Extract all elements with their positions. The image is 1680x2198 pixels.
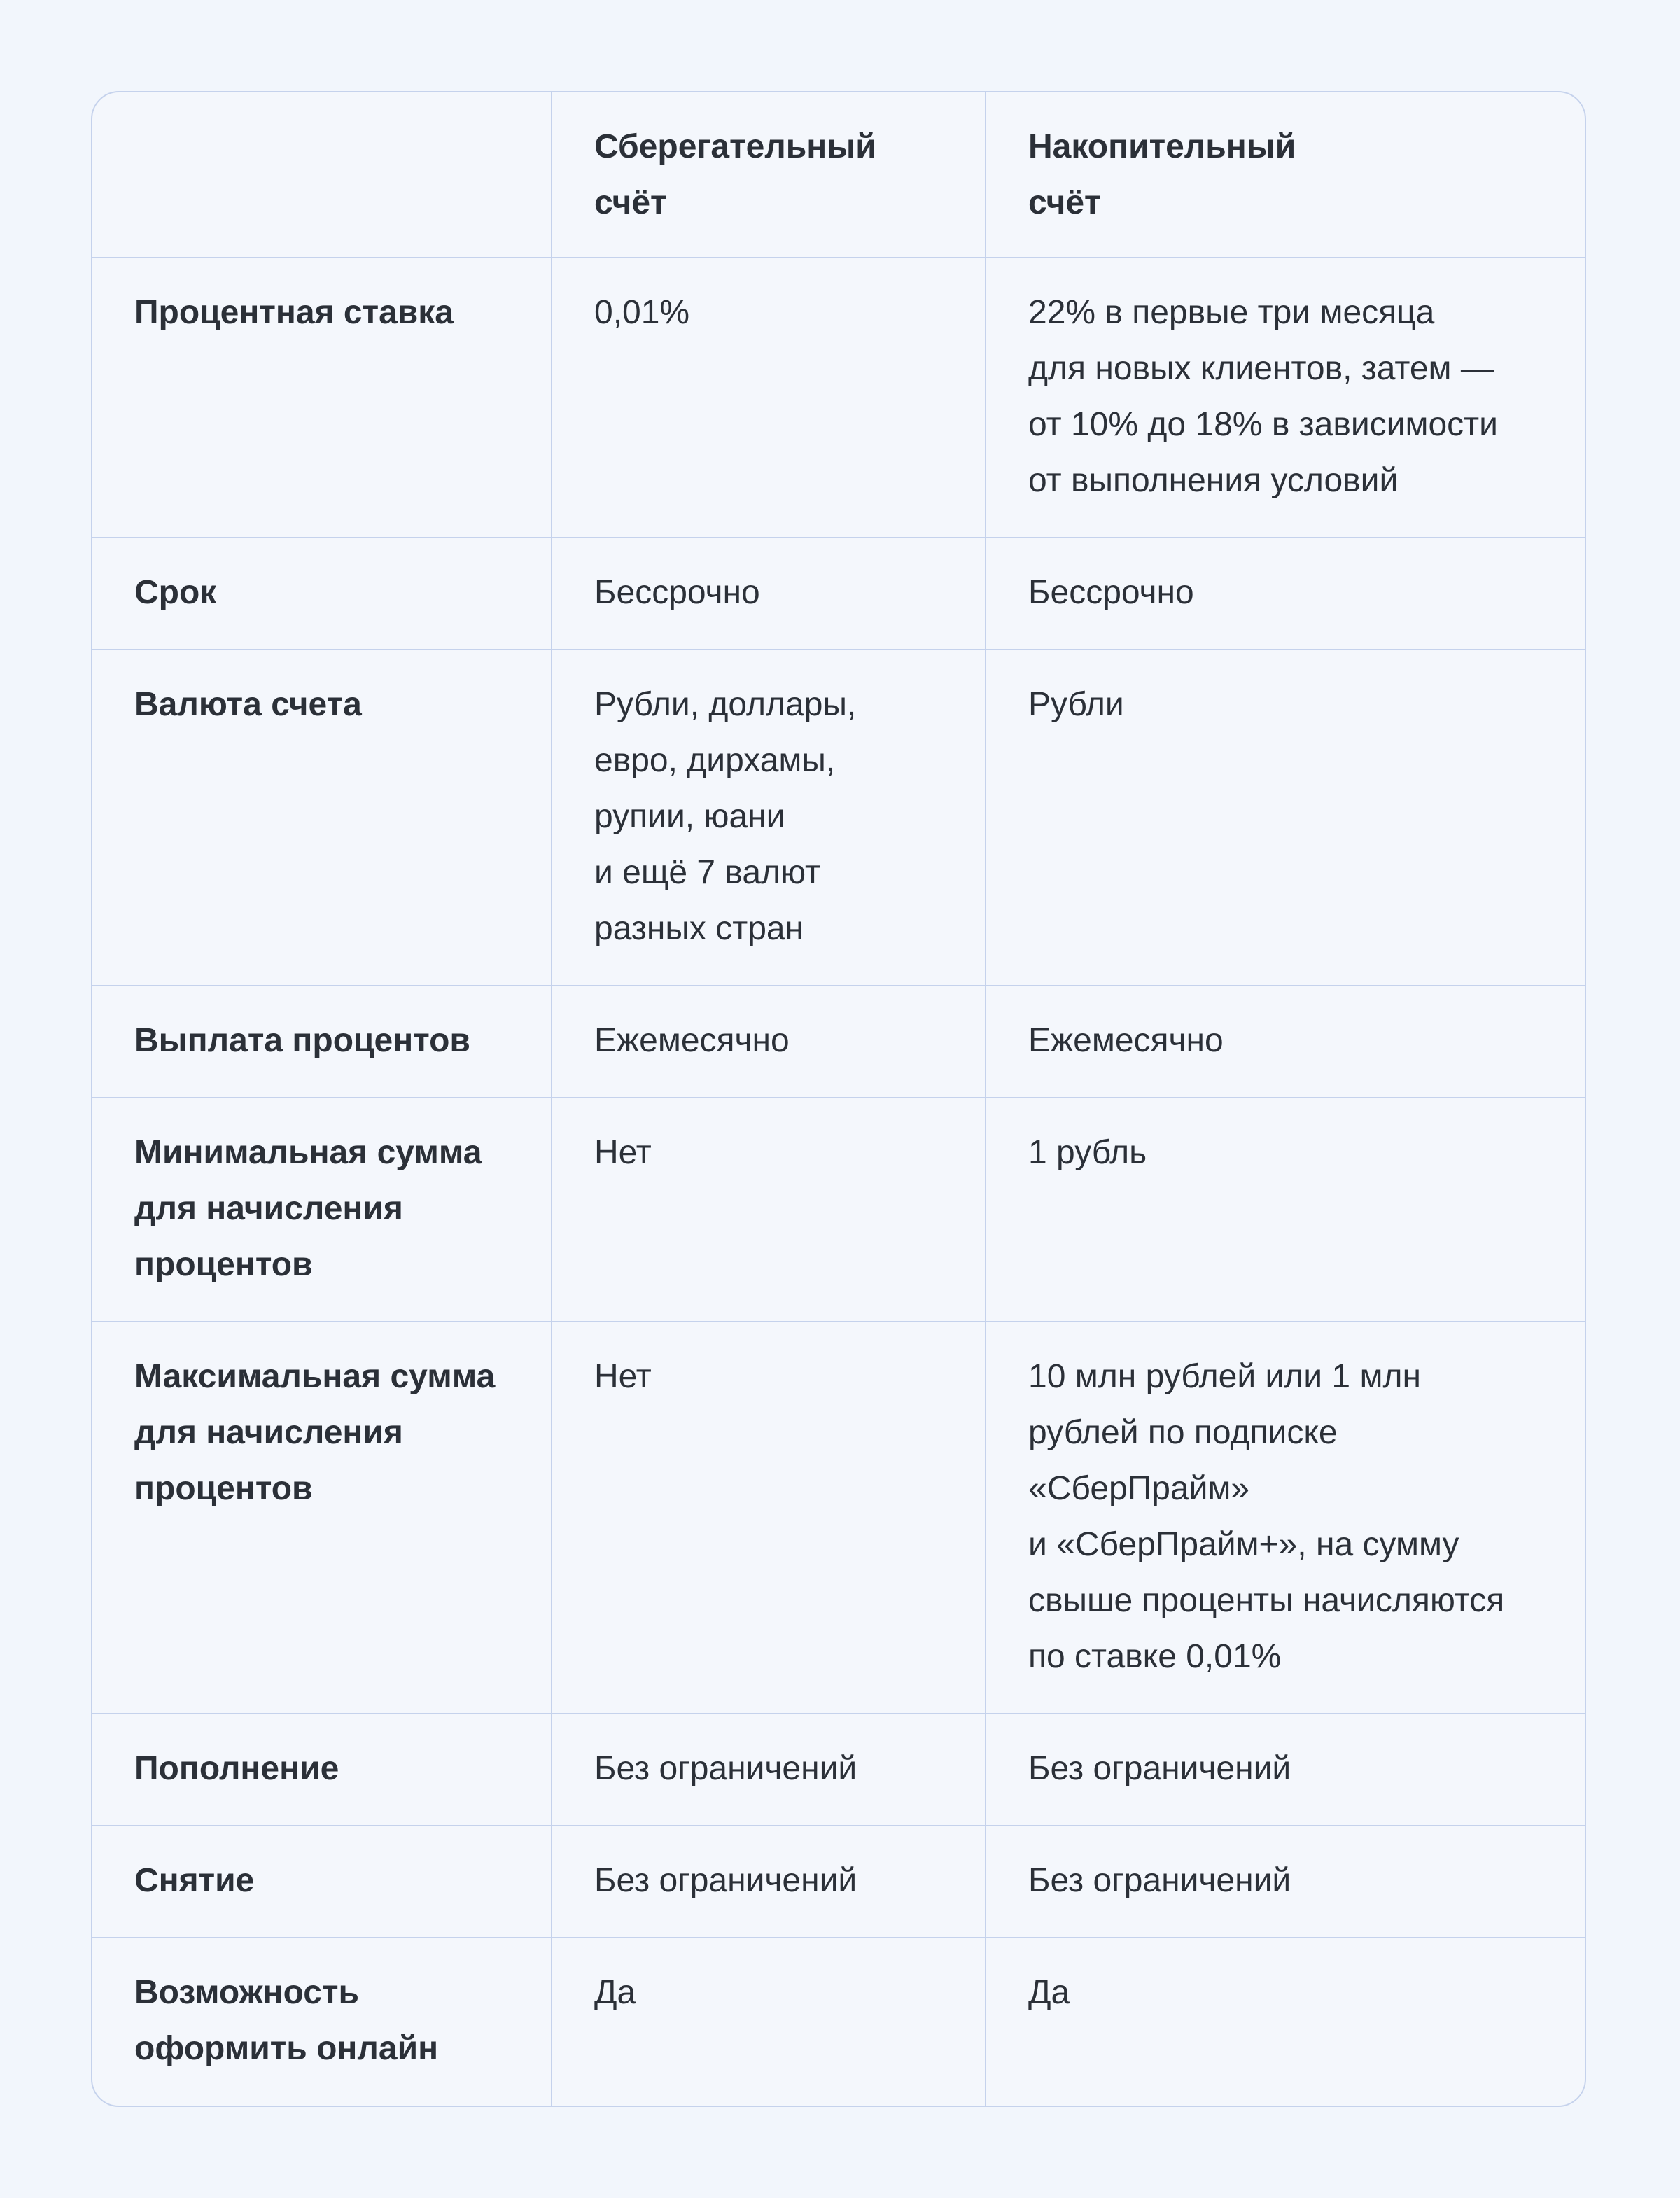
- table-row: [92, 1714, 1585, 1826]
- row-label-max-amount: Максимальная сумма для начисления процентов: [92, 1322, 552, 1714]
- savings-cell: Да: [552, 1938, 986, 2106]
- accumulative-cell: 10 млн рублей или 1 млн рублей по подписке «СберПрайм» и «СберПрайм+», на сумму свыше проценты начисляются по ставке 0,01%: [986, 1322, 1585, 1714]
- savings-cell: 0,01%: [552, 258, 986, 538]
- table-row: [92, 1826, 1585, 1938]
- savings-cell: Нет: [552, 1098, 986, 1322]
- savings-cell: Без ограничений: [552, 1826, 986, 1938]
- header-accumulative-account: Накопительный счёт: [986, 92, 1585, 258]
- row-label-min-amount: Минимальная сумма для начисления процентов: [92, 1098, 552, 1322]
- accumulative-cell: 22% в первые три месяца для новых клиентов, затем — от 10% до 18% в зависимости от выполнения условий: [986, 258, 1585, 538]
- row-label-term: Срок: [92, 538, 552, 650]
- savings-cell: Нет: [552, 1322, 986, 1714]
- row-label-replenishment: Пополнение: [92, 1714, 552, 1826]
- accumulative-cell: Без ограничений: [986, 1826, 1585, 1938]
- accumulative-cell: Без ограничений: [986, 1714, 1585, 1826]
- table-header-row: [92, 92, 1585, 258]
- table-row: [92, 1322, 1585, 1714]
- accumulative-cell: Да: [986, 1938, 1585, 2106]
- row-label-online: Возможность оформить онлайн: [92, 1938, 552, 2106]
- accumulative-cell: Бессрочно: [986, 538, 1585, 650]
- accumulative-cell: Рубли: [986, 650, 1585, 986]
- accumulative-cell: Ежемесячно: [986, 986, 1585, 1098]
- table-row: [92, 538, 1585, 650]
- row-label-currency: Валюта счета: [92, 650, 552, 986]
- row-label-interest-rate: Процентная ставка: [92, 258, 552, 538]
- table-row: [92, 258, 1585, 538]
- comparison-table: [92, 92, 1585, 2106]
- accumulative-cell: 1 рубль: [986, 1098, 1585, 1322]
- comparison-table-card: [91, 91, 1586, 2107]
- row-label-interest-payment: Выплата процентов: [92, 986, 552, 1098]
- table-row: [92, 650, 1585, 986]
- header-savings-account: Сберегательный счёт: [552, 92, 986, 258]
- savings-cell: Без ограничений: [552, 1714, 986, 1826]
- savings-cell: Ежемесячно: [552, 986, 986, 1098]
- savings-cell: Бессрочно: [552, 538, 986, 650]
- table-row: [92, 1938, 1585, 2106]
- header-empty-cell: [92, 92, 552, 258]
- table-row: [92, 1098, 1585, 1322]
- table-row: [92, 986, 1585, 1098]
- savings-cell: Рубли, доллары, евро, дирхамы, рупии, юани и ещё 7 валют разных стран: [552, 650, 986, 986]
- row-label-withdrawal: Снятие: [92, 1826, 552, 1938]
